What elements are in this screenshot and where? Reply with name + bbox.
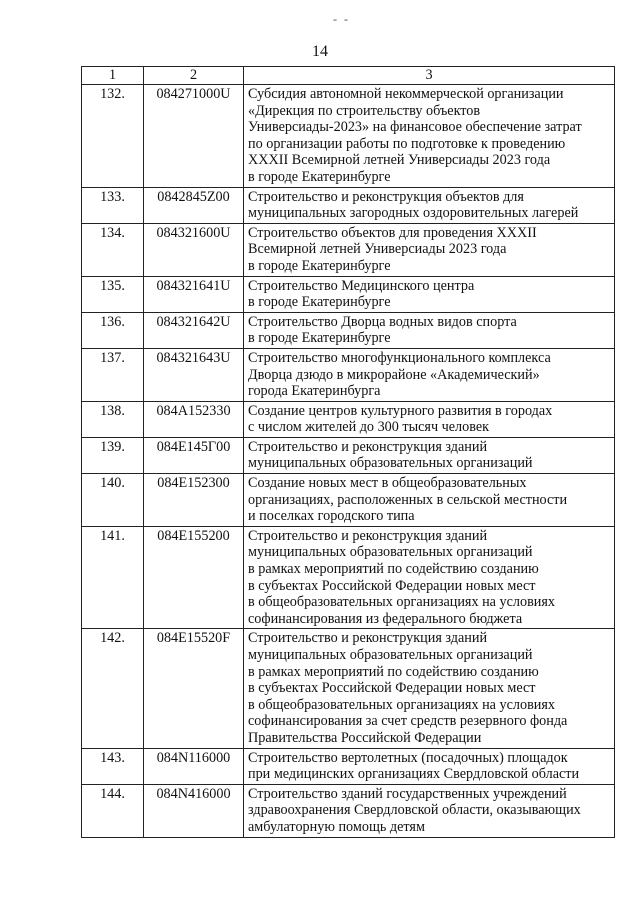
column-header-1: 1: [82, 67, 144, 85]
budget-code: 0842845Z00: [144, 187, 244, 223]
table-row: [82, 312, 615, 348]
row-number: 140.: [82, 474, 144, 527]
budget-code: 084321643U: [144, 348, 244, 401]
row-description: Строительство и реконструкция зданий муниципальных образовательных организаций: [244, 437, 615, 473]
table-row: [82, 187, 615, 223]
row-description: Строительство зданий государственных учреждений здравоохранения Свердловской области, оказывающих амбулаторную помощь детям: [244, 784, 615, 837]
table-row: [82, 85, 615, 188]
row-description: Строительство и реконструкция зданий муниципальных образовательных организаций в рамках мероприятий по содействию созданию в субъектах Российской Федерации новых мест в общеобразовательных организациях на условиях софинансирования за счет средств резервного фонда Правительства Российской Федерации: [244, 629, 615, 748]
document-table: [81, 66, 615, 838]
budget-code: 084E155200: [144, 526, 244, 629]
table-row: [82, 526, 615, 629]
row-number: 141.: [82, 526, 144, 629]
row-description: Строительство объектов для проведения XXXII Всемирной летней Универсиады 2023 года в городе Екатеринбурге: [244, 223, 615, 276]
row-number: 135.: [82, 276, 144, 312]
table-row: [82, 748, 615, 784]
row-description: Строительство вертолетных (посадочных) площадок при медицинских организациях Свердловской области: [244, 748, 615, 784]
budget-code: 084321642U: [144, 312, 244, 348]
table-row: [82, 348, 615, 401]
row-description: Создание центров культурного развития в городах с числом жителей до 300 тысяч человек: [244, 401, 615, 437]
budget-code: 084E152300: [144, 474, 244, 527]
top-mark: - -: [333, 12, 350, 26]
row-number: 144.: [82, 784, 144, 837]
row-number: 132.: [82, 85, 144, 188]
table-header-row: [82, 67, 615, 85]
table-row: [82, 437, 615, 473]
budget-code: 084N416000: [144, 784, 244, 837]
table-row: [82, 629, 615, 748]
budget-code: 084321600U: [144, 223, 244, 276]
row-number: 138.: [82, 401, 144, 437]
budget-code: 084321641U: [144, 276, 244, 312]
table-row: [82, 401, 615, 437]
row-number: 136.: [82, 312, 144, 348]
page-number: 14: [312, 43, 328, 60]
budget-code: 084A152330: [144, 401, 244, 437]
row-number: 133.: [82, 187, 144, 223]
budget-code: 084E15520F: [144, 629, 244, 748]
budget-code: 084E145Г00: [144, 437, 244, 473]
row-description: Строительство и реконструкция зданий муниципальных образовательных организаций в рамках мероприятий по содействию созданию в субъектах Российской Федерации новых мест в общеобразовательных организациях на условиях софинансирования из федерального бюджета: [244, 526, 615, 629]
row-number: 139.: [82, 437, 144, 473]
table-row: [82, 784, 615, 837]
row-number: 134.: [82, 223, 144, 276]
row-description: Строительство и реконструкция объектов для муниципальных загородных оздоровительных лагерей: [244, 187, 615, 223]
row-description: Строительство многофункционального комплекса Дворца дзюдо в микрорайоне «Академический» города Екатеринбурга: [244, 348, 615, 401]
row-description: Строительство Медицинского центра в городе Екатеринбурге: [244, 276, 615, 312]
column-header-3: 3: [244, 67, 615, 85]
row-number: 142.: [82, 629, 144, 748]
row-number: 143.: [82, 748, 144, 784]
row-description: Строительство Дворца водных видов спорта в городе Екатеринбурге: [244, 312, 615, 348]
table-row: [82, 223, 615, 276]
row-description: Создание новых мест в общеобразовательных организациях, расположенных в сельской местности и поселках городского типа: [244, 474, 615, 527]
table-row: [82, 474, 615, 527]
row-number: 137.: [82, 348, 144, 401]
budget-code: 084271000U: [144, 85, 244, 188]
budget-code: 084N116000: [144, 748, 244, 784]
table-row: [82, 276, 615, 312]
row-description: Субсидия автономной некоммерческой организации «Дирекция по строительству объектов Универсиады-2023» на финансовое обеспечение затрат по организации работы по подготовке к проведению XXXII Всемирной летней Универсиады 2023 года в городе Екатеринбурге: [244, 85, 615, 188]
column-header-2: 2: [144, 67, 244, 85]
